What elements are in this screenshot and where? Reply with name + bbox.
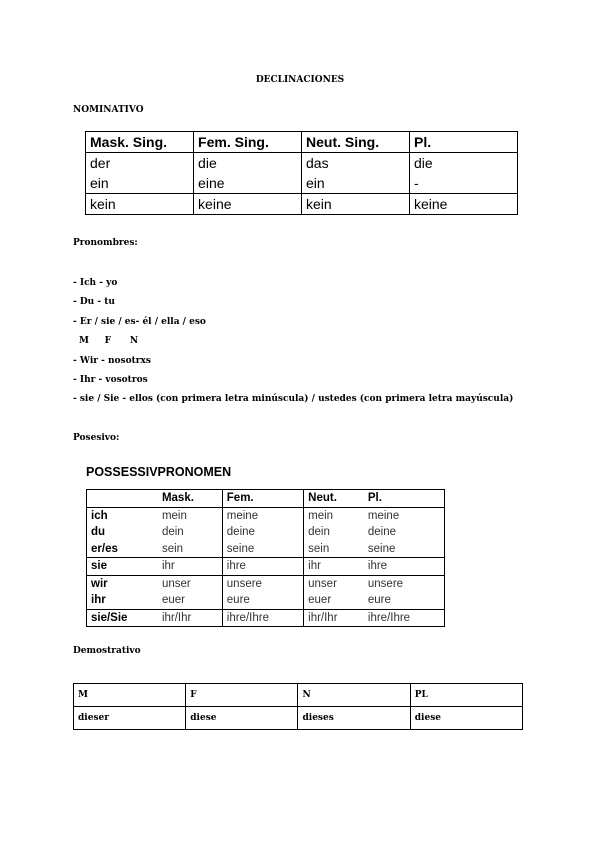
cell: diese bbox=[186, 707, 298, 730]
cell: dein bbox=[304, 524, 364, 541]
nominativo-heading: NOMINATIVO bbox=[73, 105, 144, 115]
cell: die bbox=[194, 153, 302, 174]
header-cell bbox=[87, 490, 158, 508]
pronoun-line: - Er / sie / es- él / ella / eso bbox=[73, 317, 206, 327]
cell: meine bbox=[364, 507, 445, 524]
cell: dein bbox=[161, 526, 184, 539]
header-cell: PL bbox=[410, 684, 522, 707]
header-cell: Pl. bbox=[410, 132, 518, 153]
nominativo-table bbox=[85, 131, 518, 215]
cell: ich bbox=[87, 507, 158, 524]
cell: kein bbox=[86, 194, 194, 215]
pronombres-heading: Pronombres: bbox=[73, 238, 138, 248]
cell: dieses bbox=[298, 707, 410, 730]
cell: ihr bbox=[158, 558, 222, 576]
cell: euer bbox=[161, 594, 185, 607]
cell: mein bbox=[304, 507, 364, 524]
possessive-table bbox=[86, 489, 445, 627]
cell: das bbox=[302, 153, 410, 174]
cell: ihre bbox=[364, 558, 445, 576]
cell: ihr bbox=[304, 558, 364, 576]
cell: unsere bbox=[222, 575, 303, 592]
demostrativo-table bbox=[73, 683, 523, 730]
cell: eure bbox=[222, 592, 303, 609]
cell: sein bbox=[161, 542, 184, 555]
cell: ihr/Ihr bbox=[304, 609, 364, 627]
cell: keine bbox=[194, 194, 302, 215]
cell: unser bbox=[158, 575, 222, 592]
pronoun-line: - sie / Sie - ellos (con primera letra minúscula) / ustedes (con primera letra mayúscula) bbox=[73, 394, 514, 404]
posesivo-heading: Posesivo: bbox=[73, 433, 120, 443]
document-title: DECLINACIONES bbox=[255, 75, 345, 85]
cell: unsere bbox=[364, 575, 445, 592]
cell: ihre/Ihre bbox=[222, 609, 303, 627]
header-cell: Neut. Sing. bbox=[302, 132, 410, 153]
pronoun-line: - Ihr - vosotros bbox=[73, 375, 148, 385]
header-cell: Fem. Sing. bbox=[194, 132, 302, 153]
cell: er/es bbox=[91, 542, 118, 555]
header-cell: F bbox=[186, 684, 298, 707]
cell: ein bbox=[302, 173, 410, 194]
cell: wir bbox=[87, 575, 158, 592]
cell: deine bbox=[367, 526, 397, 539]
cell: euer bbox=[304, 592, 364, 609]
header-cell: N bbox=[298, 684, 410, 707]
cell: ihre/Ihre bbox=[364, 609, 445, 627]
cell: seine bbox=[367, 542, 396, 555]
cell: sie bbox=[87, 558, 158, 576]
cell: ihre bbox=[222, 558, 303, 576]
pronoun-line: - Wir - nosotrxs bbox=[73, 356, 151, 366]
cell: der bbox=[86, 153, 194, 174]
cell: eure bbox=[367, 594, 391, 607]
cell: sie/Sie bbox=[87, 609, 158, 627]
possessive-table-title: POSSESSIVPRONOMEN bbox=[86, 465, 232, 479]
pronoun-line: - Du - tu bbox=[73, 297, 115, 307]
header-cell: Fem. bbox=[222, 490, 303, 508]
cell: deine bbox=[222, 524, 303, 541]
cell: keine bbox=[410, 194, 518, 215]
cell: unser bbox=[304, 575, 364, 592]
cell: diese bbox=[410, 707, 522, 730]
cell: ihr bbox=[91, 594, 106, 607]
cell: du bbox=[91, 526, 106, 539]
header-cell: M bbox=[74, 684, 186, 707]
pronoun-line: M F N bbox=[79, 336, 139, 346]
cell: kein bbox=[302, 194, 410, 215]
header-cell: Pl. bbox=[367, 492, 382, 505]
cell: ihr/Ihr bbox=[158, 609, 222, 627]
cell: mein bbox=[158, 507, 222, 524]
cell: eine bbox=[194, 173, 302, 194]
demostrativo-heading: Demostrativo bbox=[73, 646, 141, 656]
cell: die bbox=[410, 153, 518, 174]
cell: dieser bbox=[74, 707, 186, 730]
header-cell: Neut. bbox=[304, 490, 364, 508]
header-cell: Mask. bbox=[161, 492, 194, 505]
cell: seine bbox=[222, 541, 303, 558]
cell: sein bbox=[304, 541, 364, 558]
cell: ein bbox=[86, 173, 194, 194]
cell: meine bbox=[222, 507, 303, 524]
header-cell: Mask. Sing. bbox=[86, 132, 194, 153]
pronoun-line: - Ich - yo bbox=[73, 278, 118, 288]
cell: - bbox=[410, 173, 518, 194]
